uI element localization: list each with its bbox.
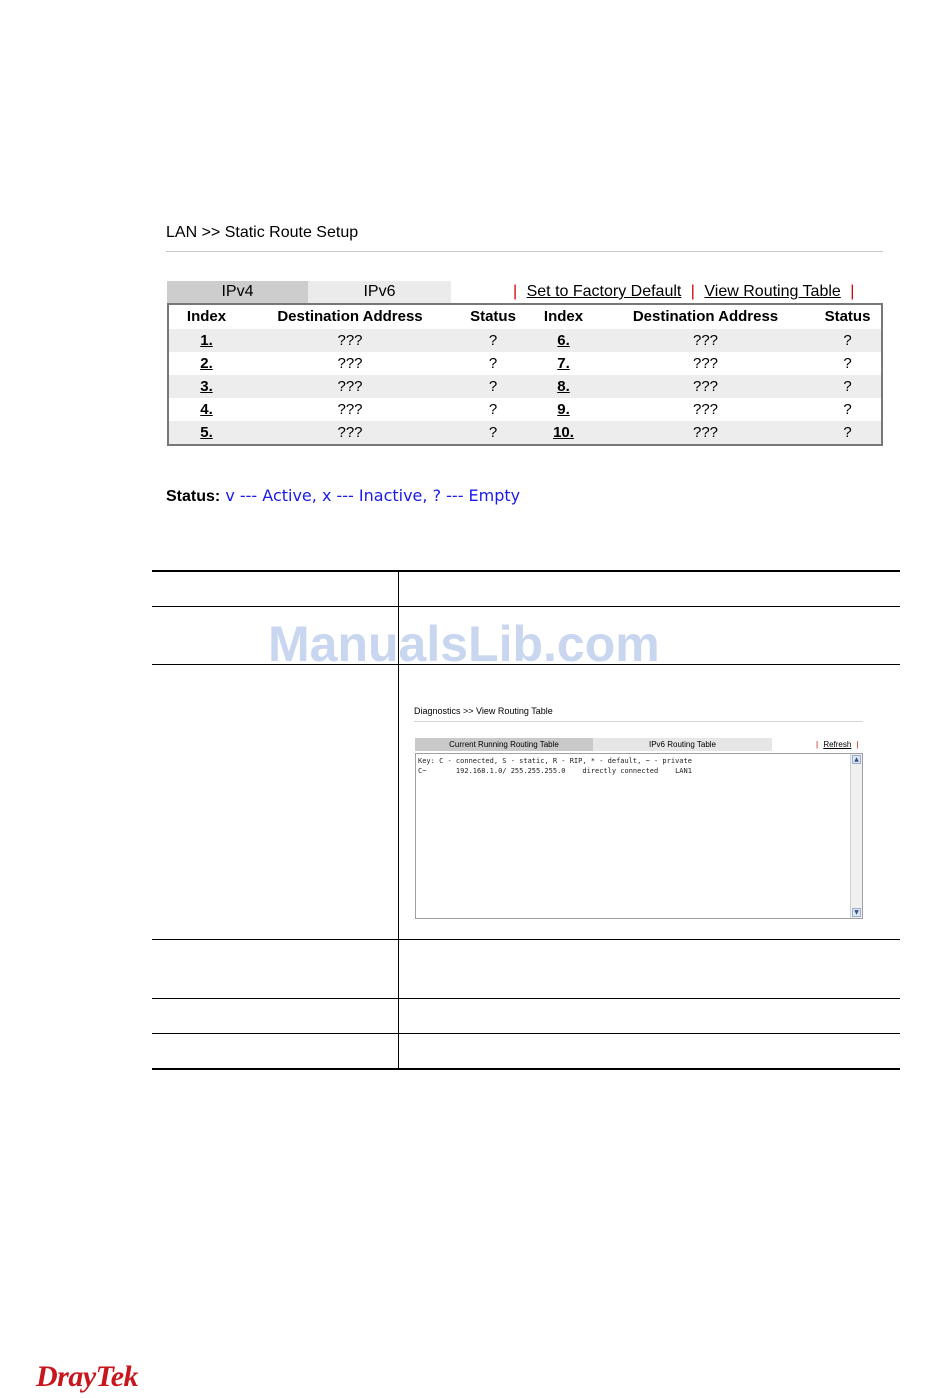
routing-table-textarea[interactable] bbox=[415, 753, 863, 919]
table-header bbox=[169, 305, 881, 329]
destination-cell: ??? bbox=[337, 378, 363, 395]
status-cell: ? bbox=[488, 401, 498, 418]
column-header-status: Status bbox=[824, 308, 871, 325]
scroll-up-icon[interactable]: ▲ bbox=[852, 755, 861, 764]
status-cell: ? bbox=[843, 332, 852, 349]
table-row bbox=[169, 421, 881, 444]
route-index-link[interactable]: 6. bbox=[557, 332, 570, 349]
set-factory-default-link[interactable]: Set to Factory Default bbox=[526, 283, 682, 300]
column-header-destination: Destination Address bbox=[277, 308, 423, 325]
link-separator: | bbox=[513, 283, 518, 300]
route-index-link[interactable]: 10. bbox=[553, 424, 574, 441]
watermark: ManualsLib.com bbox=[268, 616, 660, 672]
vertical-scrollbar[interactable] bbox=[850, 754, 862, 918]
draytek-logo: DrayTek bbox=[36, 1360, 139, 1393]
ip-version-tabs bbox=[167, 281, 451, 303]
table-bottom-rule bbox=[152, 1068, 900, 1070]
title-divider bbox=[166, 251, 883, 252]
column-header-index: Index bbox=[543, 308, 584, 325]
table-row-divider bbox=[152, 998, 900, 999]
column-header-status: Status bbox=[470, 308, 516, 325]
routing-table-content: Key: C - connected, S - static, R - RIP, * - default, ~ - private C~ 192.168.1.0/ 255.255.255.0 directly connected LAN1 bbox=[418, 757, 692, 775]
view-routing-table-link[interactable]: View Routing Table bbox=[704, 283, 841, 300]
static-route-table bbox=[167, 303, 883, 446]
table-row-divider bbox=[152, 1033, 900, 1034]
routing-view-tabs bbox=[415, 738, 772, 751]
status-legend-label: Status: bbox=[166, 488, 221, 505]
table-row bbox=[169, 352, 881, 375]
destination-cell: ??? bbox=[692, 355, 719, 372]
scroll-down-icon[interactable]: ▼ bbox=[852, 908, 861, 917]
link-separator: | bbox=[816, 740, 819, 749]
link-separator: | bbox=[856, 740, 859, 749]
table-row-divider bbox=[152, 606, 900, 607]
tab-ipv6-routing-table[interactable]: IPv6 Routing Table bbox=[593, 738, 772, 751]
route-index-link[interactable]: 9. bbox=[557, 401, 570, 418]
route-index-link[interactable]: 1. bbox=[200, 332, 213, 349]
tab-ipv4[interactable]: IPv4 bbox=[167, 281, 308, 303]
status-cell: ? bbox=[488, 424, 498, 441]
status-cell: ? bbox=[843, 355, 852, 372]
table-row bbox=[169, 329, 881, 352]
status-legend-text: v --- Active, x --- Inactive, ? --- Empty bbox=[220, 486, 521, 505]
top-links bbox=[508, 281, 859, 303]
tab-ipv6[interactable]: IPv6 bbox=[308, 281, 451, 303]
column-header-index: Index bbox=[186, 308, 227, 325]
destination-cell: ??? bbox=[337, 332, 363, 349]
link-separator: | bbox=[690, 283, 695, 300]
table-row bbox=[169, 398, 881, 421]
destination-cell: ??? bbox=[692, 401, 719, 418]
status-cell: ? bbox=[843, 401, 852, 418]
routing-view-title: Diagnostics >> View Routing Table bbox=[414, 706, 553, 716]
status-legend bbox=[166, 486, 520, 506]
table-row bbox=[169, 375, 881, 398]
destination-cell: ??? bbox=[692, 424, 719, 441]
column-header-destination: Destination Address bbox=[632, 308, 779, 325]
status-cell: ? bbox=[843, 378, 852, 395]
route-index-link[interactable]: 7. bbox=[557, 355, 570, 372]
routing-view-links bbox=[813, 738, 862, 751]
destination-cell: ??? bbox=[337, 355, 363, 372]
route-index-link[interactable]: 2. bbox=[200, 355, 213, 372]
route-index-link[interactable]: 3. bbox=[200, 378, 213, 395]
status-cell: ? bbox=[488, 332, 498, 349]
table-row-divider bbox=[152, 939, 900, 940]
status-cell: ? bbox=[488, 355, 498, 372]
routing-view-divider bbox=[414, 721, 863, 722]
tab-current-routing-table[interactable]: Current Running Routing Table bbox=[415, 738, 593, 751]
destination-cell: ??? bbox=[337, 401, 363, 418]
route-index-link[interactable]: 8. bbox=[557, 378, 570, 395]
destination-cell: ??? bbox=[692, 332, 719, 349]
page-title: LAN >> Static Route Setup bbox=[166, 224, 359, 241]
status-cell: ? bbox=[488, 378, 498, 395]
route-index-link[interactable]: 5. bbox=[200, 424, 213, 441]
table-top-rule bbox=[152, 570, 900, 572]
refresh-link[interactable]: Refresh bbox=[823, 740, 852, 749]
status-cell: ? bbox=[843, 424, 852, 441]
route-index-link[interactable]: 4. bbox=[200, 401, 213, 418]
destination-cell: ??? bbox=[692, 378, 719, 395]
destination-cell: ??? bbox=[337, 424, 363, 441]
link-separator: | bbox=[850, 283, 855, 300]
